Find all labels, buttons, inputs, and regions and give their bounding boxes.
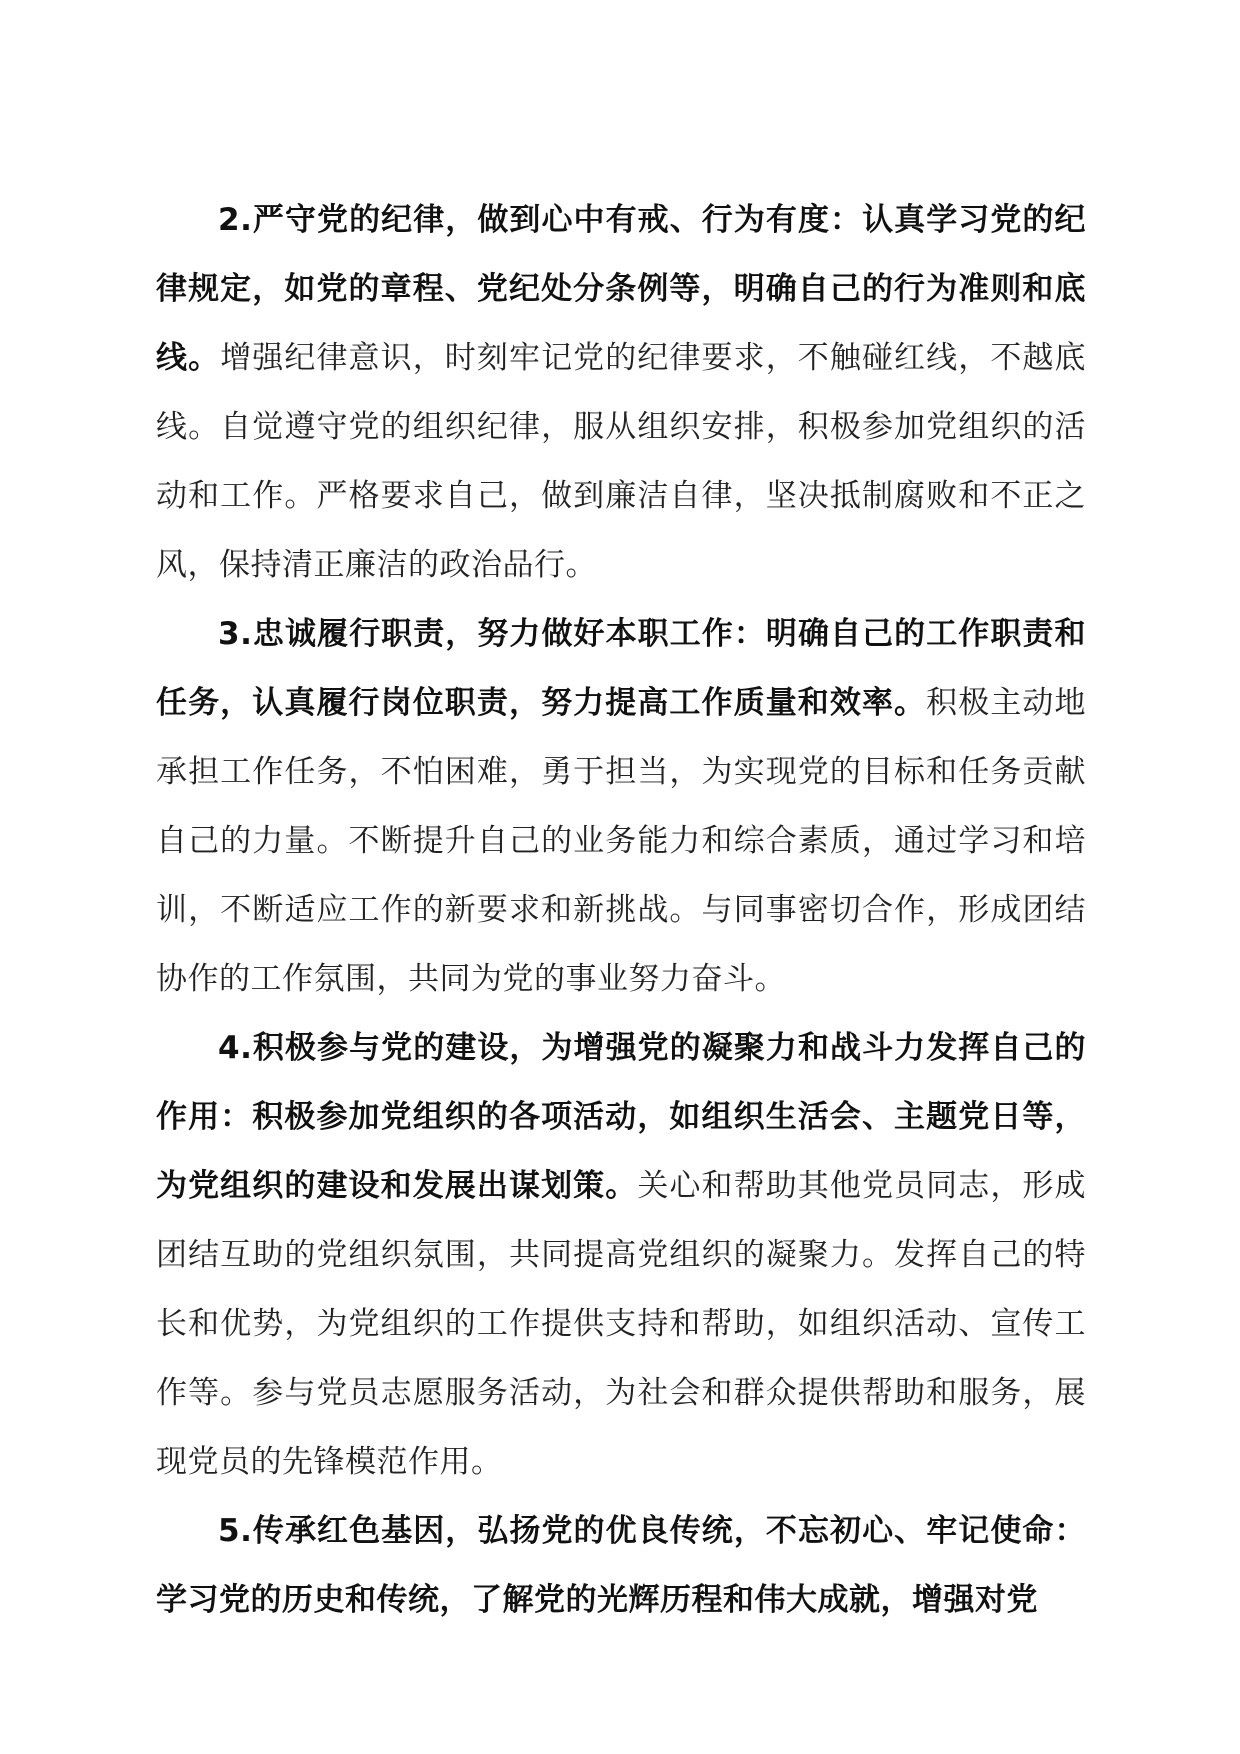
paragraph-heading: 4.积极参与党的建设，为增强党的凝聚力和战斗力发挥自己的作用：积极参加党组织的各项活动，如组织生活会、主题党日等，为党组织的建设和发展出谋划策。 <box>156 1030 1086 1204</box>
paragraph-4 <box>156 1014 1086 1497</box>
document-body <box>156 186 1086 1635</box>
paragraph-text: 关心和帮助其他党员同志，形成团结互助的党组织氛围，共同提高党组织的凝聚力。发挥自己的特长和优势，为党组织的工作提供支持和帮助，如组织活动、宣传工作等。参与党员志愿服务活动，为社会和群众提供帮助和服务，展现党员的先锋模范作用。 <box>156 1168 1087 1480</box>
paragraph-2 <box>156 186 1086 600</box>
paragraph-heading: 2.严守党的纪律，做到心中有戒、行为有度：认真学习党的纪律规定，如党的章程、党纪处分条例等，明确自己的行为准则和底线。 <box>156 202 1086 376</box>
paragraph-3 <box>156 600 1086 1014</box>
paragraph-text: 增强纪律意识，时刻牢记党的纪律要求，不触碰红线，不越底线。自觉遵守党的组织纪律，服从组织安排，积极参加党组织的活动和工作。严格要求自己，做到廉洁自律，坚决抵制腐败和不正之风，保持清正廉洁的政治品行。 <box>156 340 1087 583</box>
paragraph-heading: 5.传承红色基因，弘扬党的优良传统，不忘初心、牢记使命：学习党的历史和传统，了解党的光辉历程和伟大成就，增强对党 <box>156 1513 1086 1618</box>
paragraph-5 <box>156 1497 1086 1635</box>
paragraph-text: 积极主动地承担工作任务，不怕困难，勇于担当，为实现党的目标和任务贡献自己的力量。不断提升自己的业务能力和综合素质，通过学习和培训，不断适应工作的新要求和新挑战。与同事密切合作，形成团结协作的工作氛围，共同为党的事业努力奋斗。 <box>156 685 1086 997</box>
paragraph-heading: 3.忠诚履行职责，努力做好本职工作：明确自己的工作职责和任务，认真履行岗位职责，努力提高工作质量和效率。 <box>156 616 1086 721</box>
